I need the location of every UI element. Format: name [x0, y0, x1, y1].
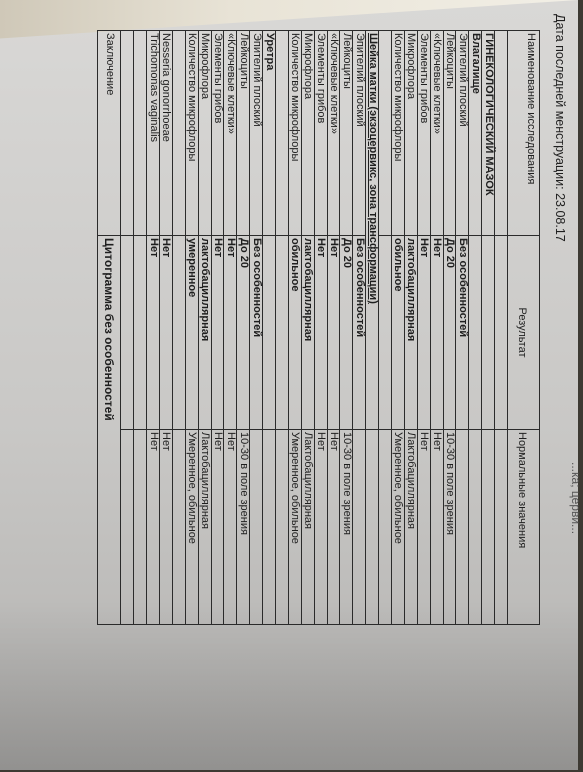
table-row: [159, 31, 172, 625]
conclusion-label: Заключение: [98, 31, 121, 236]
group-title-urethra: Уретра: [263, 31, 276, 236]
table-row: [147, 31, 160, 625]
normal-value: 10-30 в поле зрения: [340, 430, 353, 625]
section-title-row: [482, 31, 495, 625]
cut-header-text: ...ка; церви...: [569, 462, 583, 535]
table-row: [391, 31, 404, 625]
test-result: До 20: [443, 236, 456, 430]
normal-value: Нет: [147, 430, 160, 625]
normal-value: Умеренное, обильное: [185, 430, 198, 625]
col-header-result: Результат: [508, 236, 540, 430]
normal-value: [456, 430, 469, 625]
group-title-row: [366, 31, 379, 625]
normal-value: Нет: [159, 430, 172, 625]
test-name: Лейкоциты: [443, 31, 456, 236]
test-name: Эпителий плоский: [456, 31, 469, 236]
conclusion-text: Цитограмма без особенностей: [98, 236, 121, 625]
table-row: [327, 31, 340, 625]
normal-value: Умеренное, обильное: [288, 430, 301, 625]
normal-value: Нет: [211, 430, 224, 625]
table-row: [353, 31, 366, 625]
normal-value: 10-30 в поле зрения: [237, 430, 250, 625]
normal-value: 10-30 в поле зрения: [443, 430, 456, 625]
test-result: Нет: [327, 236, 340, 430]
test-result: Нет: [159, 236, 172, 430]
test-result: Без особенностей: [456, 236, 469, 430]
table-row: [224, 31, 237, 625]
table-row: [237, 31, 250, 625]
test-name: Лейкоциты: [237, 31, 250, 236]
table-row: [301, 31, 314, 625]
test-name: Микрофлора: [404, 31, 417, 236]
table-row: [314, 31, 327, 625]
test-result: лактобациллярная: [301, 236, 314, 430]
table-row: [456, 31, 469, 625]
test-name: Элементы грибов: [211, 31, 224, 236]
test-result: лактобациллярная: [404, 236, 417, 430]
last-menstruation-date: Дата последней менструации: 23.08.17: [553, 14, 567, 242]
test-name: Микрофлора: [301, 31, 314, 236]
test-name: «Ключевые клетки»: [224, 31, 237, 236]
test-name: Trichomonas vaginalis: [147, 31, 160, 236]
section-title: ГИНЕКОЛОГИЧЕСКИЙ МАЗОК: [482, 31, 495, 236]
normal-value: [250, 430, 263, 625]
group-title-vagina: Влагалище: [469, 31, 482, 236]
test-name: Элементы грибов: [314, 31, 327, 236]
test-name: Nesseria gonorrhoeae: [159, 31, 172, 236]
table-row: [250, 31, 263, 625]
normal-value: [353, 430, 366, 625]
table-row: [185, 31, 198, 625]
normal-value: Нет: [417, 430, 430, 625]
normal-value: Лактобациллярная: [301, 430, 314, 625]
table-row: [211, 31, 224, 625]
test-name: Элементы грибов: [417, 31, 430, 236]
table-row: [288, 31, 301, 625]
test-name: Количество микрофлоры: [391, 31, 404, 236]
table-row: [198, 31, 211, 625]
results-table: [97, 30, 540, 625]
conclusion-row: [98, 31, 121, 625]
test-result: Нет: [430, 236, 443, 430]
normal-value: Нет: [327, 430, 340, 625]
table-row: [417, 31, 430, 625]
blank-row: [495, 31, 508, 625]
col-header-name: Наименование исследования: [508, 31, 540, 236]
test-result: Без особенностей: [250, 236, 263, 430]
normal-value: Лактобациллярная: [404, 430, 417, 625]
test-name: Количество микрофлоры: [185, 31, 198, 236]
test-result: умеренное: [185, 236, 198, 430]
normal-value: Нет: [224, 430, 237, 625]
lab-report-page: [0, 2, 583, 772]
table-row: [443, 31, 456, 625]
test-result: Без особенностей: [353, 236, 366, 430]
test-result: обильное: [391, 236, 404, 430]
test-result: Нет: [314, 236, 327, 430]
test-name: Лейкоциты: [340, 31, 353, 236]
table-row: [340, 31, 353, 625]
blank-row: [121, 31, 134, 625]
normal-value: Умеренное, обильное: [391, 430, 404, 625]
col-header-normal: Нормальные значения: [508, 430, 540, 625]
group-title-row: [263, 31, 276, 625]
test-name: Эпителий плоский: [250, 31, 263, 236]
group-title-cervix: Шейка матки (экзоцервикс, зона трансформации): [366, 31, 379, 430]
test-name: Количество микрофлоры: [288, 31, 301, 236]
test-result: Нет: [224, 236, 237, 430]
blank-row: [172, 31, 185, 625]
test-result: Нет: [211, 236, 224, 430]
test-result: До 20: [340, 236, 353, 430]
test-result: До 20: [237, 236, 250, 430]
normal-value: Нет: [314, 430, 327, 625]
test-name: Микрофлора: [198, 31, 211, 236]
normal-value: Лактобациллярная: [198, 430, 211, 625]
test-name: «Ключевые клетки»: [430, 31, 443, 236]
blank-row: [379, 31, 392, 625]
blank-row: [275, 31, 288, 625]
normal-value: Нет: [430, 430, 443, 625]
test-result: Нет: [147, 236, 160, 430]
test-result: лактобациллярная: [198, 236, 211, 430]
test-result: обильное: [288, 236, 301, 430]
test-result: Нет: [417, 236, 430, 430]
test-name: Эпителий плоский: [353, 31, 366, 236]
table-row: [430, 31, 443, 625]
table-row: [404, 31, 417, 625]
table-header-row: [508, 31, 540, 625]
test-name: «Ключевые клетки»: [327, 31, 340, 236]
blank-row: [134, 31, 147, 625]
group-title-row: [469, 31, 482, 625]
